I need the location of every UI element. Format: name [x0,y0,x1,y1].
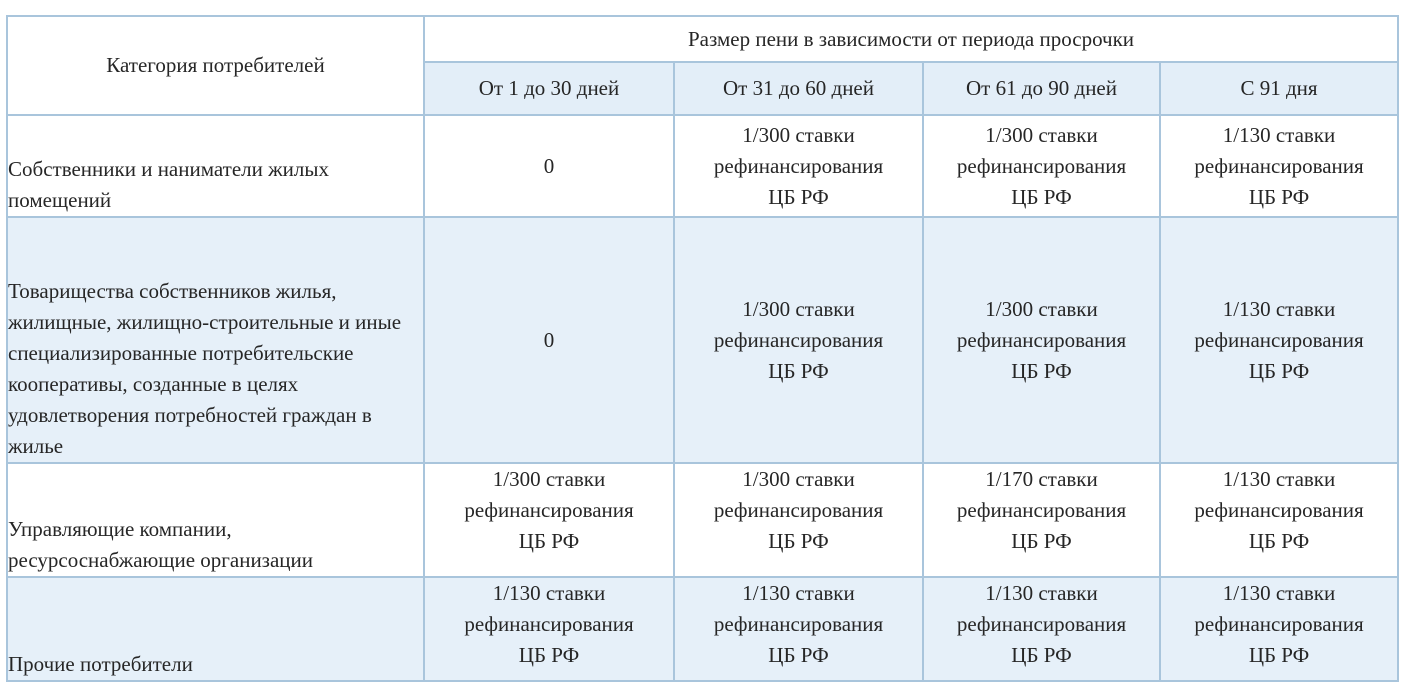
period-header-61-90: От 61 до 90 дней [923,62,1160,115]
value-cell [674,217,923,463]
rate-basis-text: рефинансирования [713,498,884,522]
value-cell [674,463,923,577]
table-row [7,115,1398,217]
period-header-1-30: От 1 до 30 дней [424,62,674,115]
penalty-table-container [6,15,1399,682]
rate-text: 1/300 ставки [742,122,855,147]
rate-text: 1/170 ставки [985,467,1098,491]
value-cell [424,577,674,681]
rate-text: 1/300 ставки [742,296,855,321]
rate-bank-text: ЦБ РФ [768,643,829,667]
rate-basis-text: рефинансирования [1194,153,1364,178]
table-row [7,463,1398,577]
category-cell: Управляющие компании, ресурсоснабжающие организации [7,463,424,577]
rate-bank-text: ЦБ РФ [1248,358,1310,383]
rate-basis-text: рефинансирования [464,498,634,522]
rate-bank-text: ЦБ РФ [768,358,829,383]
rate-bank-text: ЦБ РФ [768,529,829,553]
rate-bank-text: ЦБ РФ [1011,643,1072,667]
rate-basis-text: рефинансирования [1194,498,1364,522]
rate-bank-text: ЦБ РФ [1011,529,1072,553]
value-cell [1160,463,1398,577]
rate-text: 1/130 ставки [492,581,606,605]
rate-bank-text: ЦБ РФ [518,643,580,667]
value-cell [674,115,923,217]
rate-bank-text: ЦБ РФ [1011,358,1072,383]
value-cell [1160,115,1398,217]
rate-text: 1/130 ставки [985,581,1098,605]
rate-text: 1/300 ставки [985,296,1098,321]
value-cell [424,115,674,217]
value-cell [424,217,674,463]
rate-text: 0 [543,153,555,178]
value-cell [923,217,1160,463]
rate-bank-text: ЦБ РФ [518,529,580,553]
value-cell [424,463,674,577]
rate-basis-text: рефинансирования [713,327,884,352]
rate-bank-text: ЦБ РФ [1011,184,1072,209]
rate-basis-text: рефинансирования [956,327,1127,352]
period-group-header: Размер пени в зависимости от периода просрочки [424,16,1398,62]
rate-basis-text: рефинансирования [956,153,1127,178]
rate-bank-text: ЦБ РФ [1248,643,1310,667]
table-row [7,217,1398,463]
value-cell [923,463,1160,577]
rate-text: 1/130 ставки [1222,581,1336,605]
rate-text: 1/300 ставки [742,467,855,491]
rate-basis-text: рефинансирования [464,612,634,636]
rate-text: 1/130 ставки [1222,122,1336,147]
rate-basis-text: рефинансирования [713,153,884,178]
rate-bank-text: ЦБ РФ [768,184,829,209]
rate-text: 1/130 ставки [1222,296,1336,321]
rate-basis-text: рефинансирования [956,498,1127,522]
rate-text: 1/300 ставки [985,122,1098,147]
category-cell: Товарищества собственников жилья, жилищные, жилищно-строительные и иные специализированные потребительские кооперативы, созданные в целях удовлетворения потребностей граждан в жилье [7,217,424,463]
rate-basis-text: рефинансирования [956,612,1127,636]
rate-text: 1/300 ставки [492,467,606,491]
value-cell [674,577,923,681]
period-header-91-plus: С 91 дня [1160,62,1398,115]
rate-text: 1/130 ставки [742,581,855,605]
rate-bank-text: ЦБ РФ [1248,529,1310,553]
value-cell [1160,577,1398,681]
period-header-31-60: От 31 до 60 дней [674,62,923,115]
rate-text: 0 [543,327,555,352]
rate-basis-text: рефинансирования [1194,612,1364,636]
rate-basis-text: рефинансирования [1194,327,1364,352]
value-cell [923,577,1160,681]
value-cell [1160,217,1398,463]
table-row [7,577,1398,681]
category-header: Категория потребителей [7,16,424,115]
category-cell: Собственники и наниматели жилых помещений [7,115,424,217]
rate-basis-text: рефинансирования [713,612,884,636]
category-cell: Прочие потребители [7,577,424,681]
rate-bank-text: ЦБ РФ [1248,184,1310,209]
penalty-table [6,15,1399,682]
rate-text: 1/130 ставки [1222,467,1336,491]
value-cell [923,115,1160,217]
